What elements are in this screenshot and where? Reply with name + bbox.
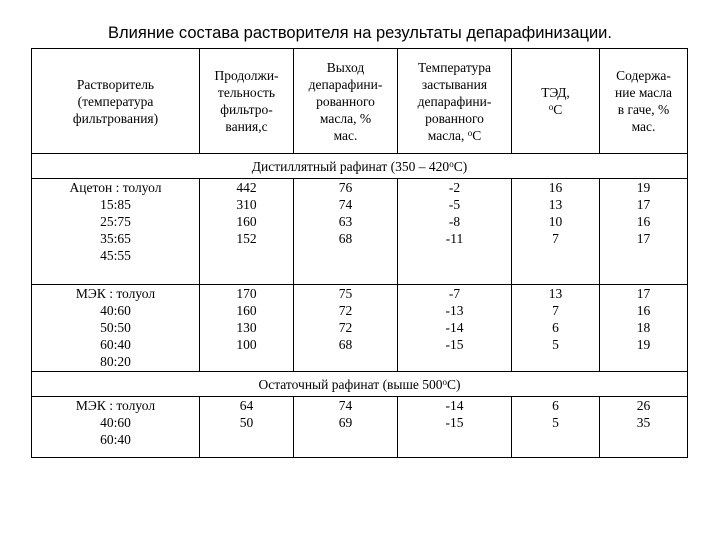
cell-duration: 170 160 130 100 [200,285,294,372]
table-row [32,179,688,285]
cell-oil-content: 19 17 16 17 [600,179,688,285]
cell-solvent: МЭК : толуол 40:60 60:40 [32,397,200,458]
cell-pour-point: -14 -15 [398,397,512,458]
cell-pour-point: -7 -13 -14 -15 [398,285,512,372]
header-ted: ТЭД, $^о$С [512,49,600,154]
section-row-residual [32,372,688,397]
section-label: Дистиллятный рафинат $(350 - 420^оС)$ [32,154,688,179]
cell-duration: 64 50 [200,397,294,458]
cell-ted: 6 5 [512,397,600,458]
table-row [32,285,688,372]
cell-ted: 16 13 10 7 [512,179,600,285]
section-row-distillate [32,154,688,179]
header-duration: Продолжи- тельность фильтро- вания,с [200,49,294,154]
page-title: Влияние состава растворителя на результаты депарафинизации. [108,24,612,42]
cell-pour-point: -2 -5 -8 -11 [398,179,512,285]
dewaxing-table [31,48,688,458]
cell-duration: 442 310 160 152 [200,179,294,285]
header-oil-content: Содержа- ние масла в гаче, % мас. [600,49,688,154]
table-row [32,397,688,458]
cell-ted: 13 7 6 5 [512,285,600,372]
cell-solvent: МЭК : толуол 40:60 50:50 60:40 80:20 [32,285,200,372]
header-solvent: Растворитель (температура фильтрования) [32,49,200,154]
section-label: Остаточный рафинат (выше $500^оС$) [32,372,688,397]
cell-solvent: Ацетон : толуол 15:85 25:75 35:65 45:55 [32,179,200,285]
cell-yield: 75 72 72 68 [294,285,398,372]
header-row [32,49,688,154]
cell-yield: 76 74 63 68 [294,179,398,285]
cell-oil-content: 17 16 18 19 [600,285,688,372]
cell-yield: 74 69 [294,397,398,458]
cell-oil-content: 26 35 [600,397,688,458]
header-pour-point: Температура застывания депарафини- рованного масла, $^о$С [398,49,512,154]
header-yield: Выход депарафини- рованного масла, % мас. [294,49,398,154]
